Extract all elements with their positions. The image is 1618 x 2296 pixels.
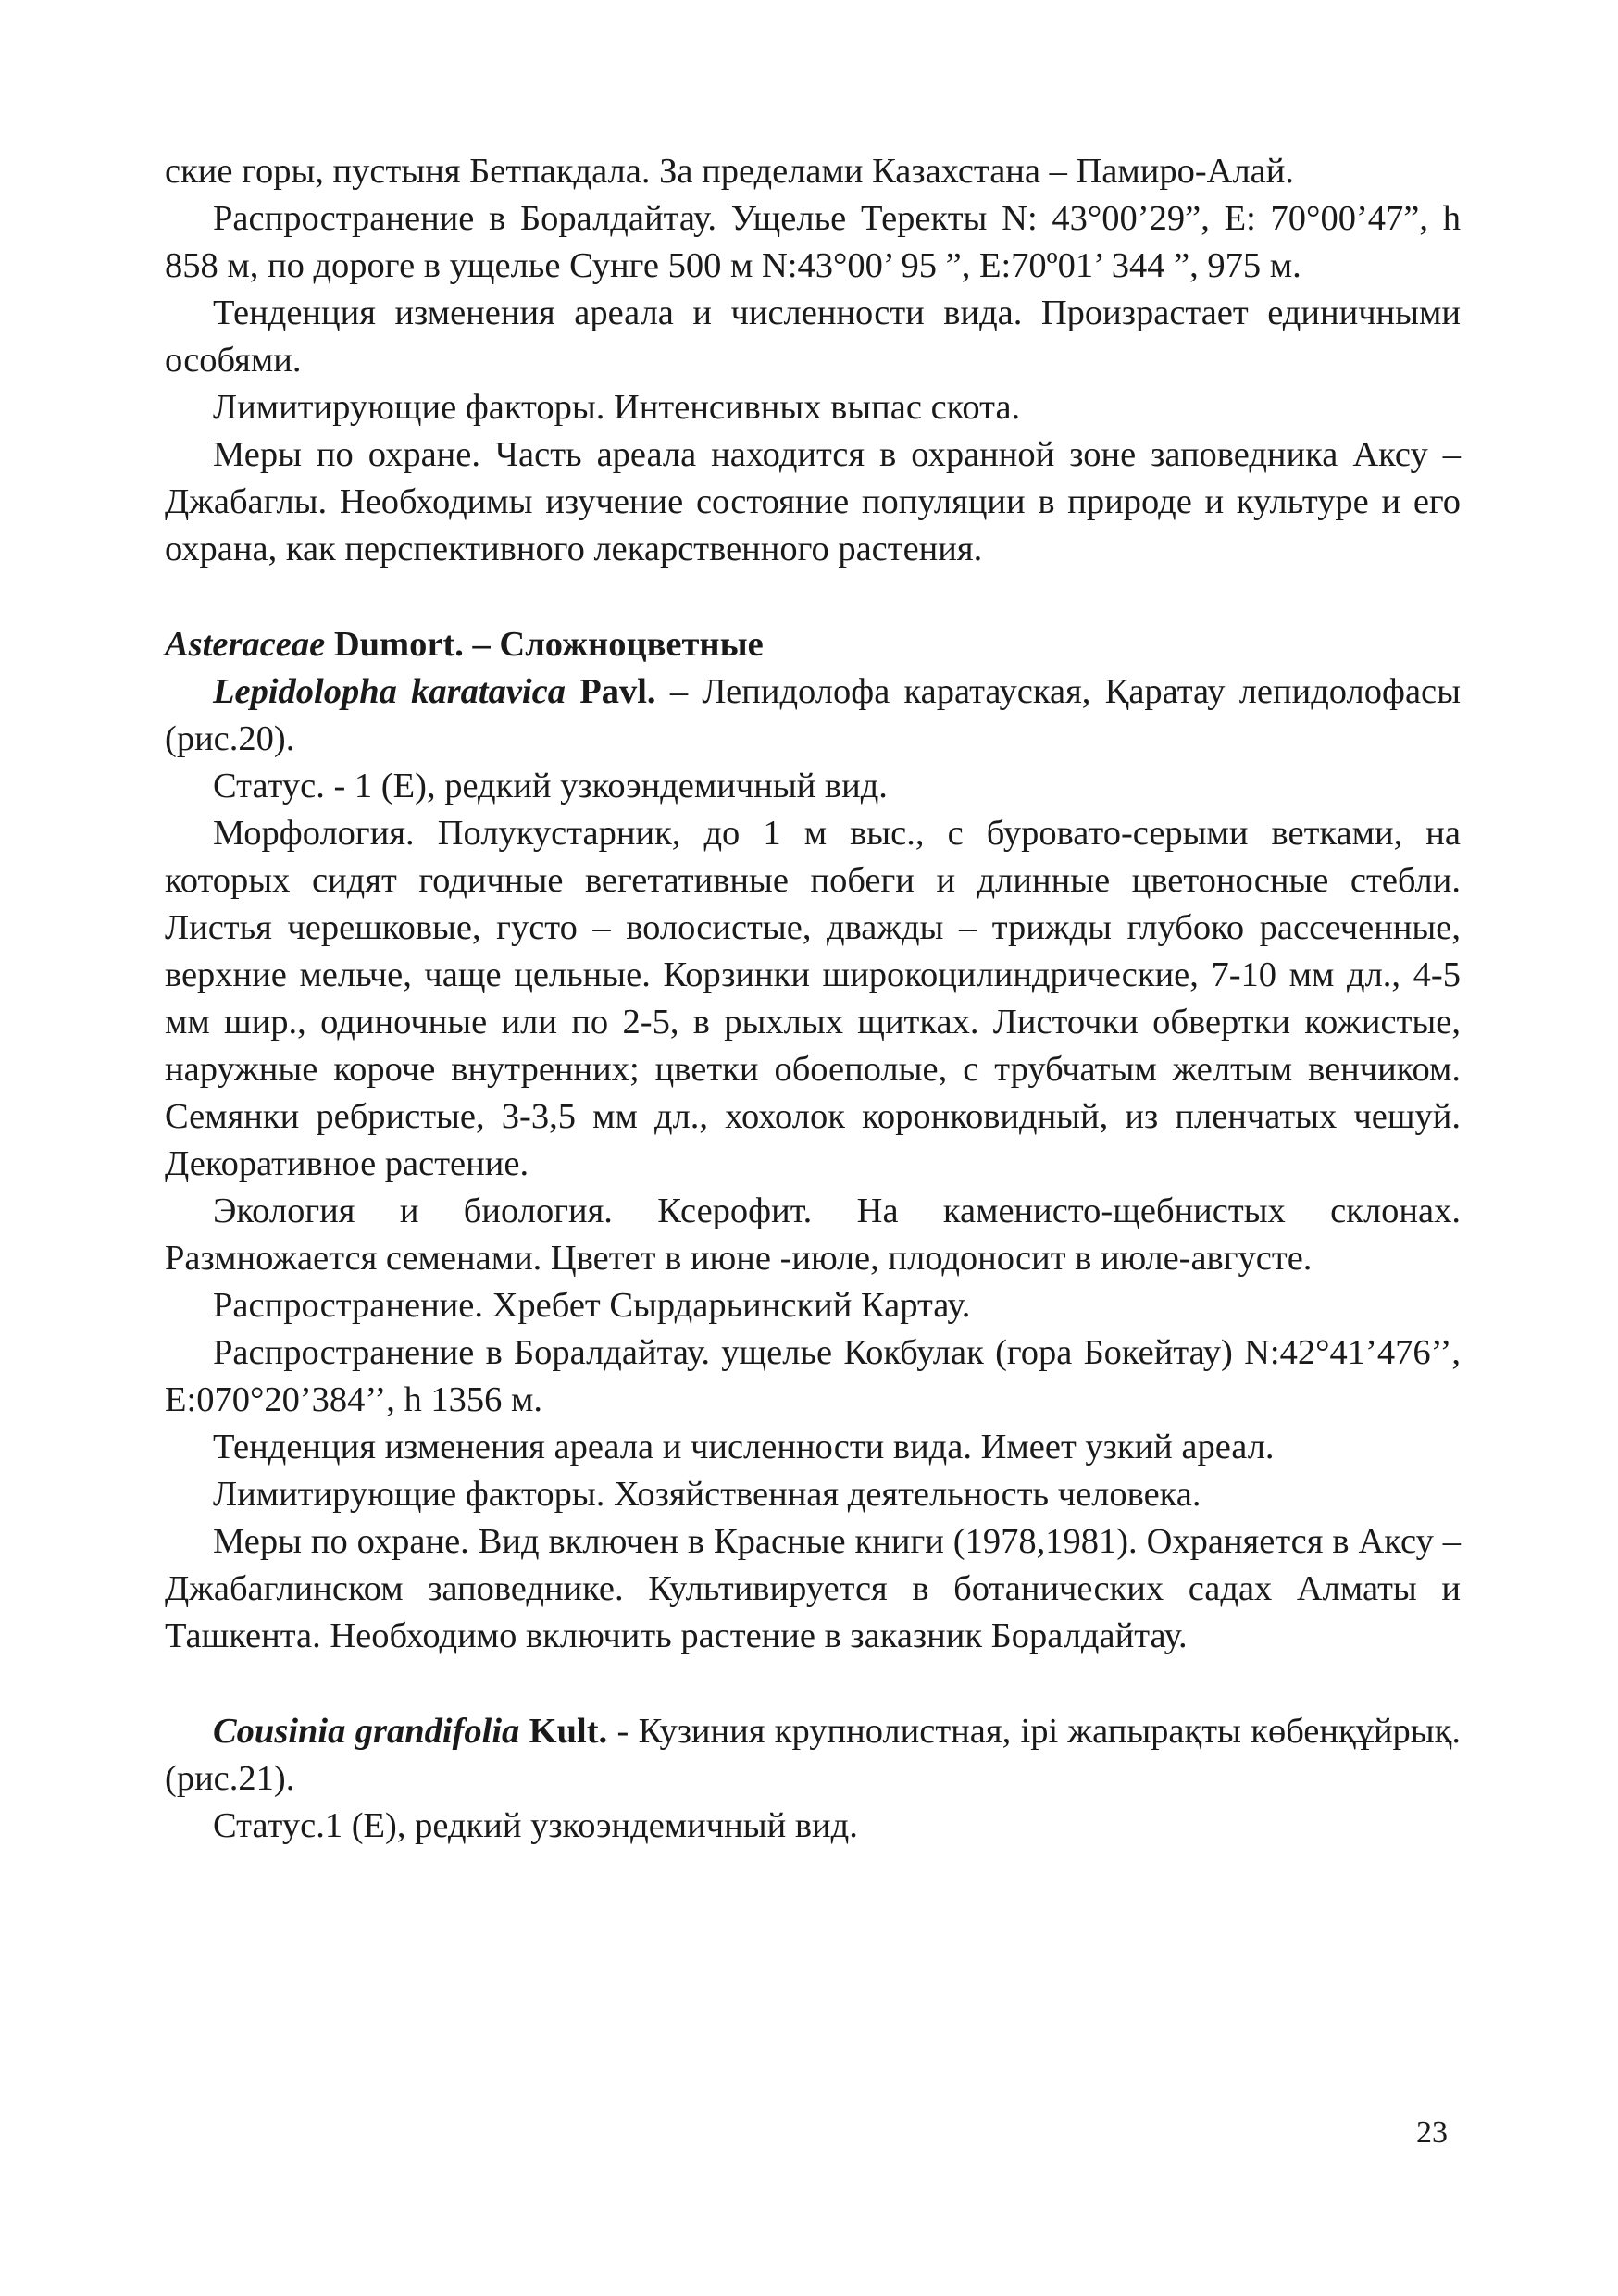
family-heading bbox=[165, 621, 1461, 668]
family-latin: Asteraceae bbox=[165, 625, 326, 664]
species2-heading bbox=[165, 1708, 1461, 1803]
page-number: 23 bbox=[1416, 2115, 1448, 2150]
species2-status: Статус.1 (E), редкий узкоэндемичный вид. bbox=[213, 1806, 858, 1845]
species1-author: Pavl. bbox=[565, 672, 656, 711]
page-body bbox=[165, 148, 1461, 1850]
species1-ecology: Экология и биология. Ксерофит. На каменисто-щебнистых склонах. Размножается семенами. Цветет в июне -июле, плодоносит в июле-августе. bbox=[165, 1192, 1461, 1278]
species1-limiting-factors: Лимитирующие факторы. Хозяйственная деятельность человека. bbox=[213, 1475, 1201, 1514]
paragraph-intro-5: Меры по охране. Часть ареала находится в охранной зоне заповедника Аксу – Джабаглы. Необходимы изучение состояние популяции в природе и культуре и его охрана, как перспективного лекарственного растения. bbox=[165, 435, 1461, 568]
species1-protection: Меры по охране. Вид включен в Красные книги (1978,1981). Охраняется в Аксу – Джабаглинском заповеднике. Культивируется в ботанических садах Алматы и Ташкента. Необходимо включить растение в заказник Боралдайтау. bbox=[165, 1522, 1461, 1655]
species2-latin: Cousinia grandifolia bbox=[213, 1712, 520, 1751]
paragraph-intro-3: Тенденция изменения ареала и численности вида. Произрастает единичными особями. bbox=[165, 293, 1461, 380]
family-rest: Dumort. – Сложноцветные bbox=[325, 625, 764, 664]
species1-morphology: Морфология. Полукустарник, до 1 м выс., с буровато-серыми ветками, на которых сидят годичные вегетативные побеги и длинные цветоносные стебли. Листья черешковые, густо – волосистые, дважды – трижды глубоко рассеченные, верхние мельче, чаще цельные. Корзинки широкоцилиндрические, 7-10 мм дл., 4-5 мм шир., одиночные или по 2-5, в рыхлых щитках. Листочки обвертки кожистые, наружные короче внутренних; цветки обоеполые, с трубчатым желтым венчиком. Семянки ребристые, 3-3,5 мм дл., хохолок коронковидный, из пленчатых чешуй. Декоративное растение. bbox=[165, 814, 1461, 1183]
species1-latin: Lepidolopha karatavica bbox=[213, 672, 566, 711]
section-gap bbox=[165, 1660, 1461, 1708]
species2-author: Kult. bbox=[519, 1712, 608, 1751]
species1-trend: Тенденция изменения ареала и численности вида. Имеет узкий ареал. bbox=[213, 1428, 1275, 1466]
species1-heading bbox=[165, 668, 1461, 763]
paragraph-intro-1: ские горы, пустыня Бетпакдала. За пределами Казахстана – Памиро-Алай. bbox=[165, 152, 1294, 191]
species2-rest: - Кузиния крупнолистная, ірі жапырақты көбенқұйрық. (рис.21). bbox=[165, 1712, 1461, 1798]
species1-distribution-boraldaitau: Распространение в Боралдайтау. ущелье Кокбулак (гора Бокейтау) N:42°41’476’’, E:070°20’384’’, h 1356 м. bbox=[165, 1333, 1461, 1419]
species1-rest: – Лепидолофа каратауская, Қаратау лепидолофасы (рис.20). bbox=[165, 672, 1461, 758]
species1-distribution: Распространение. Хребет Сырдарьинский Картау. bbox=[213, 1286, 971, 1325]
section-gap bbox=[165, 573, 1461, 621]
species1-status: Статус. - 1 (E), редкий узкоэндемичный вид. bbox=[213, 767, 888, 805]
paragraph-intro-4: Лимитирующие факторы. Интенсивных выпас скота. bbox=[213, 388, 1021, 427]
paragraph-intro-2: Распространение в Боралдайтау. Ущелье Теректы N: 43°00’29”, E: 70°00’47”, h 858 м, по дороге в ущелье Сунге 500 м N:43°00’ 95 ”, E:70º01’ 344 ”, 975 м. bbox=[165, 199, 1461, 285]
